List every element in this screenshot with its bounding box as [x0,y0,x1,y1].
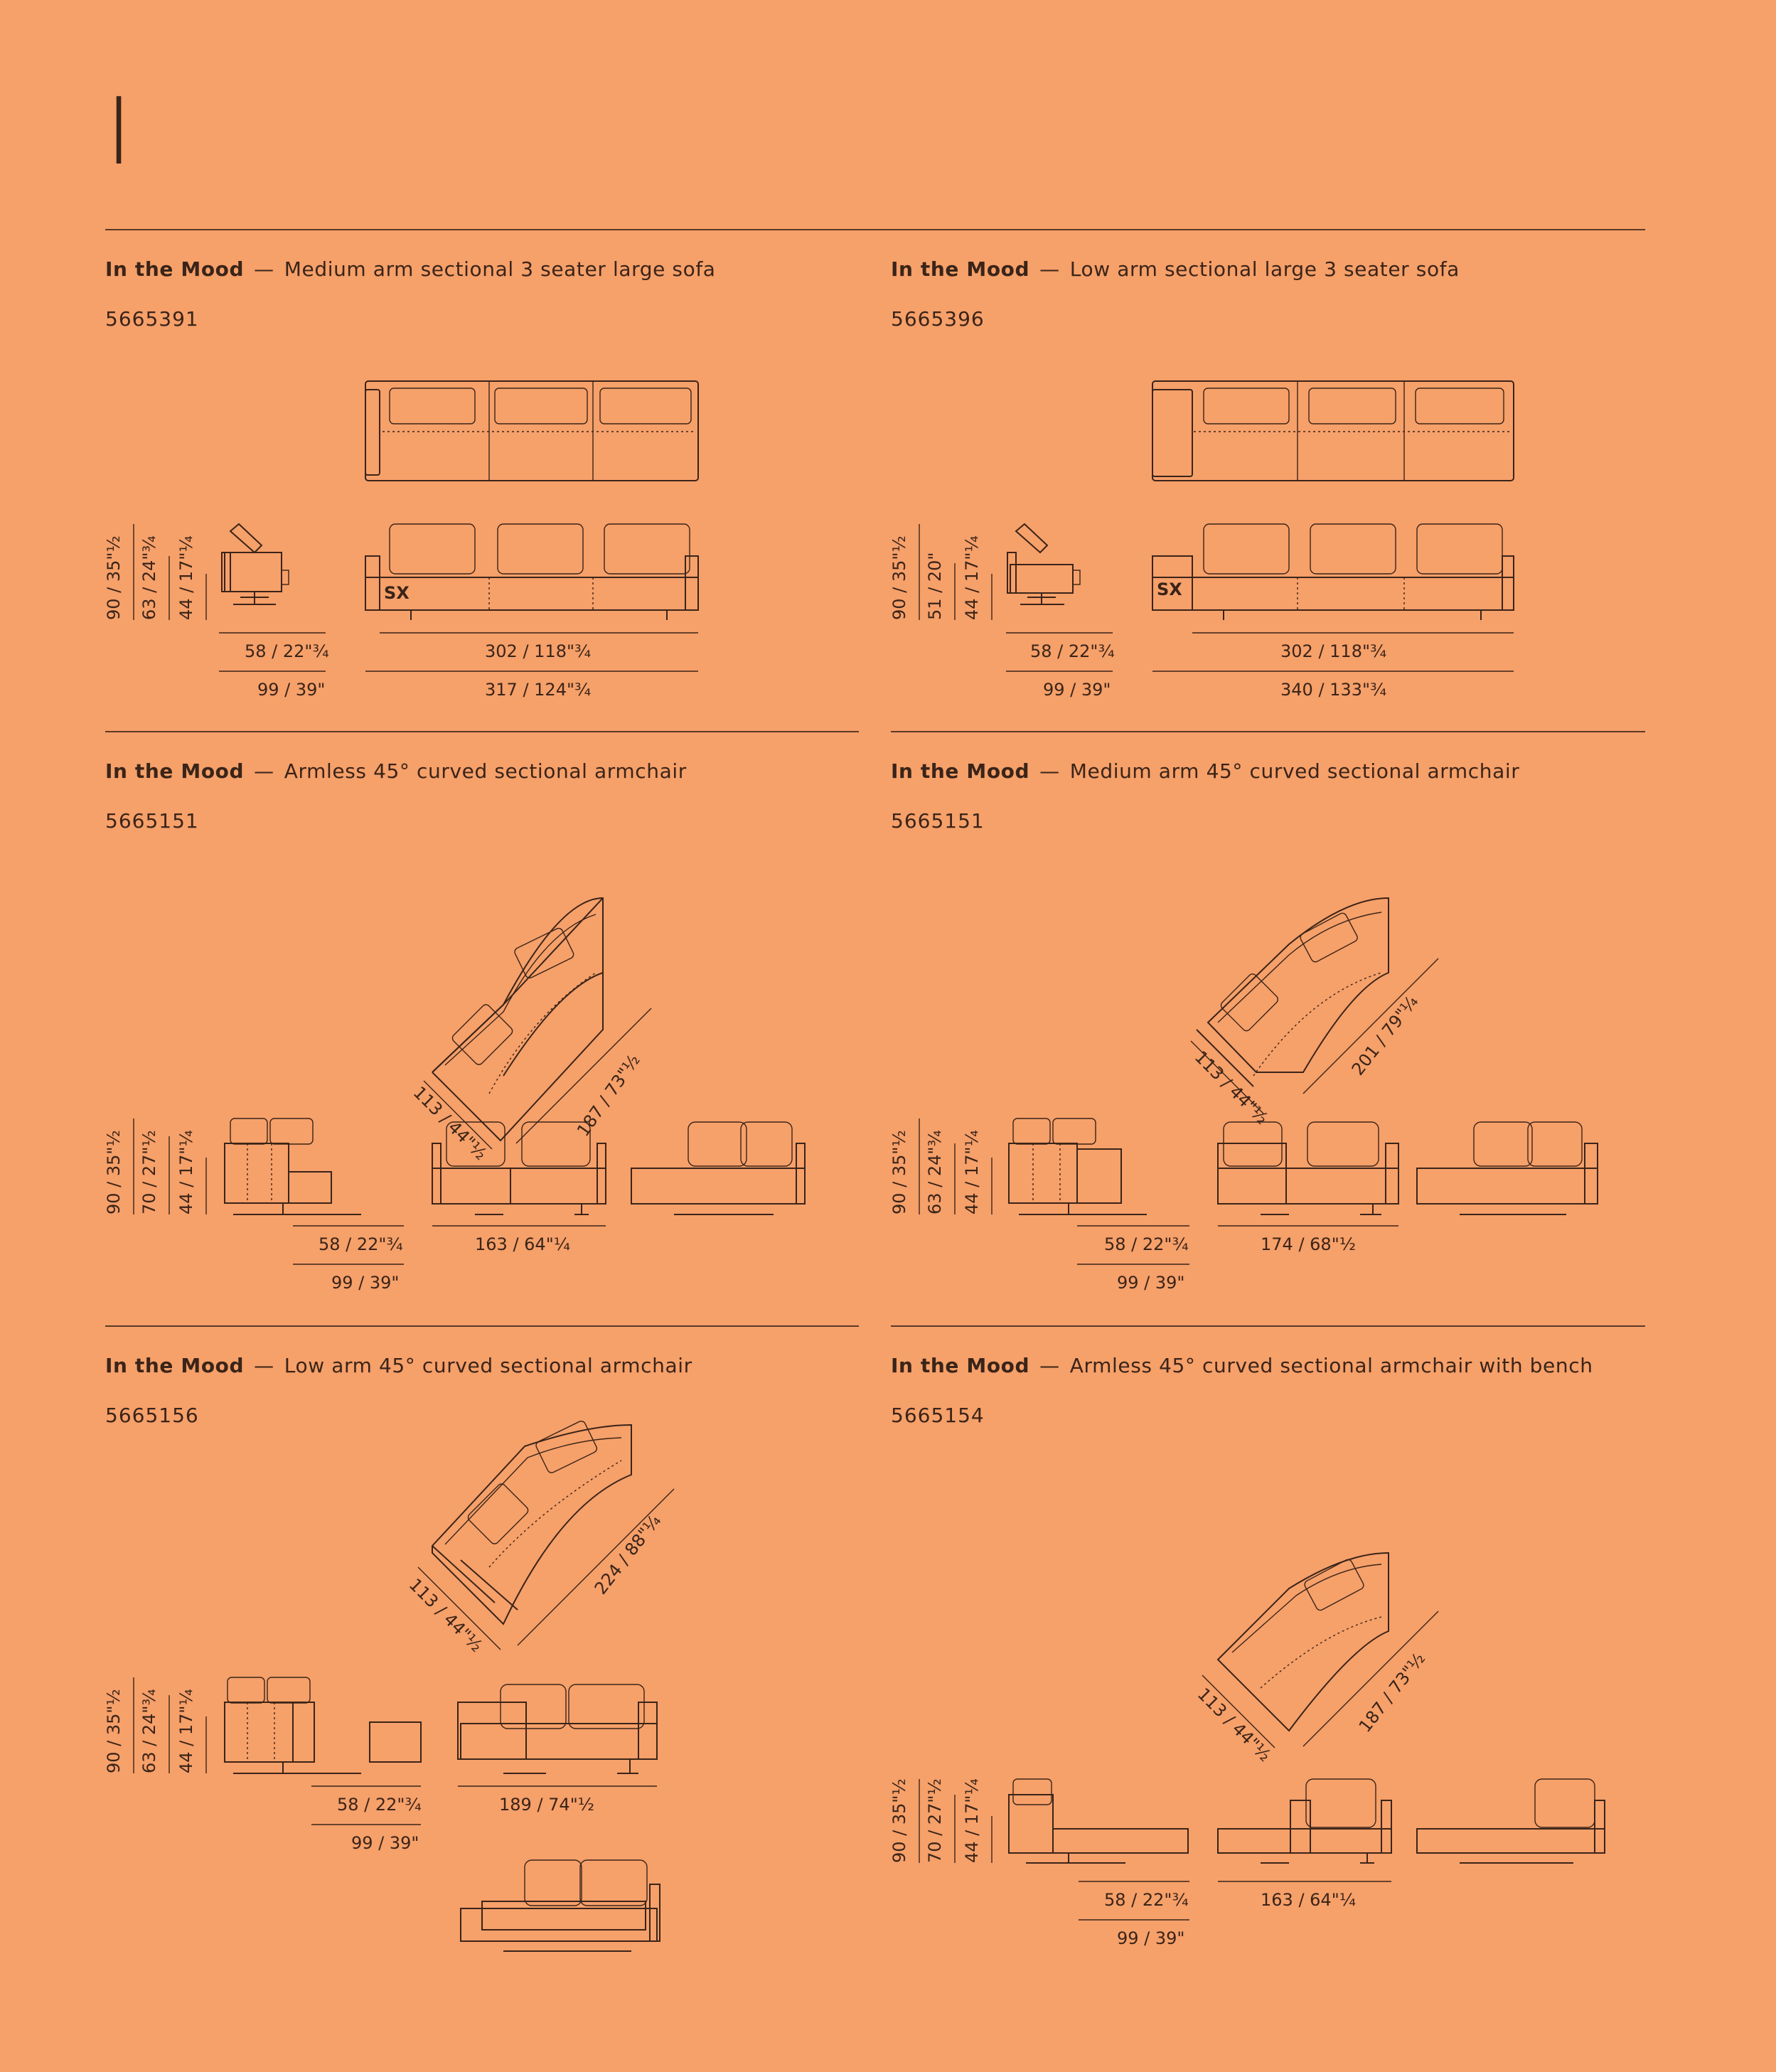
product-name: Low arm sectional large 3 seater sofa [1069,257,1460,281]
height-total: 90 / 35"½ [104,1130,124,1214]
height-seat: 44 / 17"¼ [176,535,196,620]
diag-depth: 113 / 44"½ [1193,1684,1275,1766]
top-view [410,898,651,1164]
width-total: 317 / 124"¾ [485,680,592,700]
width-dimensions [219,633,698,700]
product-code: 5665151 [891,809,985,833]
side-view [225,1677,421,1773]
height-seat: 44 / 17"¼ [962,535,982,620]
depth-total: 99 / 39" [257,680,326,700]
height-arm: 63 / 24"¾ [139,1689,159,1773]
dash: — [254,1354,274,1377]
product-section-4 [889,759,1644,1293]
sofa-technical-drawing [891,257,1644,755]
width-dimensions [311,1786,657,1853]
product-name: Armless 45° curved sectional armchair [284,759,687,783]
brand-name: In the Mood [105,257,245,281]
width-seat: 302 / 118"¾ [485,641,592,661]
width-total: 163 / 64"¼ [475,1234,570,1254]
brand-name: In the Mood [105,759,245,783]
product-code: 5665156 [105,1404,199,1427]
height-seat: 44 / 17"¼ [962,1130,982,1214]
diag-width: 224 / 88"¼ [590,1510,665,1598]
dash: — [1039,257,1060,281]
height-dimensions [889,1778,992,1863]
product-code: 5665154 [891,1404,985,1427]
height-arm: 70 / 27"½ [139,1130,159,1214]
product-code: 5665151 [105,809,199,833]
diag-depth: 113 / 44"½ [1190,1047,1273,1128]
dash: — [254,759,274,783]
depth-total: 99 / 39" [1117,1273,1185,1293]
product-code: 5665391 [105,307,199,331]
product-section-6 [889,1354,1644,1948]
diag-width: 201 / 79"¼ [1347,991,1423,1079]
height-total: 90 / 35"½ [889,1778,909,1863]
page-letter: I [105,78,133,186]
width-dimensions [293,1226,606,1293]
armchair-technical-drawing [891,1354,1644,1965]
depth-total: 99 / 39" [1117,1928,1185,1948]
product-section-2 [891,257,1644,755]
front-view [1218,1779,1391,1863]
diag-depth: 113 / 44"½ [409,1082,491,1164]
width-dimensions [1077,1226,1398,1293]
front-view [1152,524,1514,620]
divider-left-2 [105,1325,859,1327]
divider-right-2 [891,1325,1645,1327]
dash: — [254,257,274,281]
height-arm: 70 / 27"½ [925,1778,945,1863]
top-view [405,1420,674,1656]
height-total: 90 / 35"½ [889,535,909,620]
armchair-technical-drawing [105,759,859,1314]
sofa-technical-drawing [105,257,859,755]
width-total: 163 / 64"¼ [1261,1890,1356,1910]
height-dimensions [104,1677,206,1773]
product-section-3 [104,759,859,1293]
back-view [461,1860,660,1951]
brand-name: In the Mood [891,1354,1030,1377]
product-name: Armless 45° curved sectional armchair with bench [1069,1354,1593,1377]
top-view [365,381,698,481]
side-view [225,1118,361,1214]
width-dimensions [1006,633,1514,700]
width-dimensions [1079,1881,1391,1948]
side-view [1007,524,1080,604]
width-total: 189 / 74"½ [499,1795,594,1815]
depth-seat: 58 / 22"¾ [319,1234,403,1254]
product-section-5 [105,1354,859,1852]
back-view [1417,1779,1605,1863]
top-divider [105,229,1645,230]
diag-depth: 113 / 44"½ [405,1574,487,1656]
height-arm: 51 / 20" [925,552,945,620]
height-total: 90 / 35"½ [104,535,124,620]
front-view [365,524,698,620]
diag-width: 187 / 73"½ [1354,1648,1430,1736]
side-view [222,524,289,604]
height-total: 90 / 35"½ [104,1689,124,1773]
front-view [458,1684,657,1773]
armchair-technical-drawing [891,759,1644,1314]
armchair-technical-drawing [105,1354,859,1965]
width-total: 174 / 68"½ [1261,1234,1356,1254]
width-total: 340 / 133"¾ [1280,680,1387,700]
height-dimensions [889,1118,992,1214]
depth-total: 99 / 39" [1043,680,1111,700]
brand-name: In the Mood [891,257,1030,281]
product-code: 5665396 [891,307,985,331]
diag-width: 187 / 73"½ [572,1050,644,1141]
depth-seat: 58 / 22"¾ [337,1795,422,1815]
side-view [1009,1779,1188,1863]
depth-seat: 58 / 22"¾ [1104,1890,1189,1910]
product-name: Medium arm sectional 3 seater large sofa [284,257,716,281]
brand-name: In the Mood [891,759,1030,783]
height-arm: 63 / 24"¾ [925,1130,945,1214]
depth-seat: 58 / 22"¾ [245,641,329,661]
height-seat: 44 / 17"¼ [176,1130,196,1214]
dash: — [1039,759,1060,783]
back-view [1417,1122,1598,1214]
front-view [1218,1122,1398,1214]
width-seat: 302 / 118"¾ [1280,641,1387,661]
height-total: 90 / 35"½ [889,1130,909,1214]
height-dimensions [104,1118,206,1214]
dash: — [1039,1354,1060,1377]
depth-seat: 58 / 22"¾ [1104,1234,1189,1254]
back-view [631,1122,805,1214]
side-label: SX [1157,580,1182,599]
depth-total: 99 / 39" [351,1833,419,1853]
brand-name: In the Mood [105,1354,245,1377]
side-view [1009,1118,1147,1214]
product-name: Medium arm 45° curved sectional armchair [1069,759,1520,783]
top-view [1152,381,1514,481]
side-label: SX [384,583,410,603]
height-dimensions [889,524,992,620]
depth-total: 99 / 39" [331,1273,400,1293]
top-view [1191,898,1438,1128]
depth-seat: 58 / 22"¾ [1030,641,1115,661]
height-arm: 63 / 24"¾ [139,535,159,620]
top-view [1194,1553,1438,1766]
height-seat: 44 / 17"¼ [176,1689,196,1773]
height-dimensions [104,524,206,620]
product-name: Low arm 45° curved sectional armchair [284,1354,692,1377]
height-seat: 44 / 17"¼ [962,1778,982,1863]
product-section-1 [105,257,859,755]
